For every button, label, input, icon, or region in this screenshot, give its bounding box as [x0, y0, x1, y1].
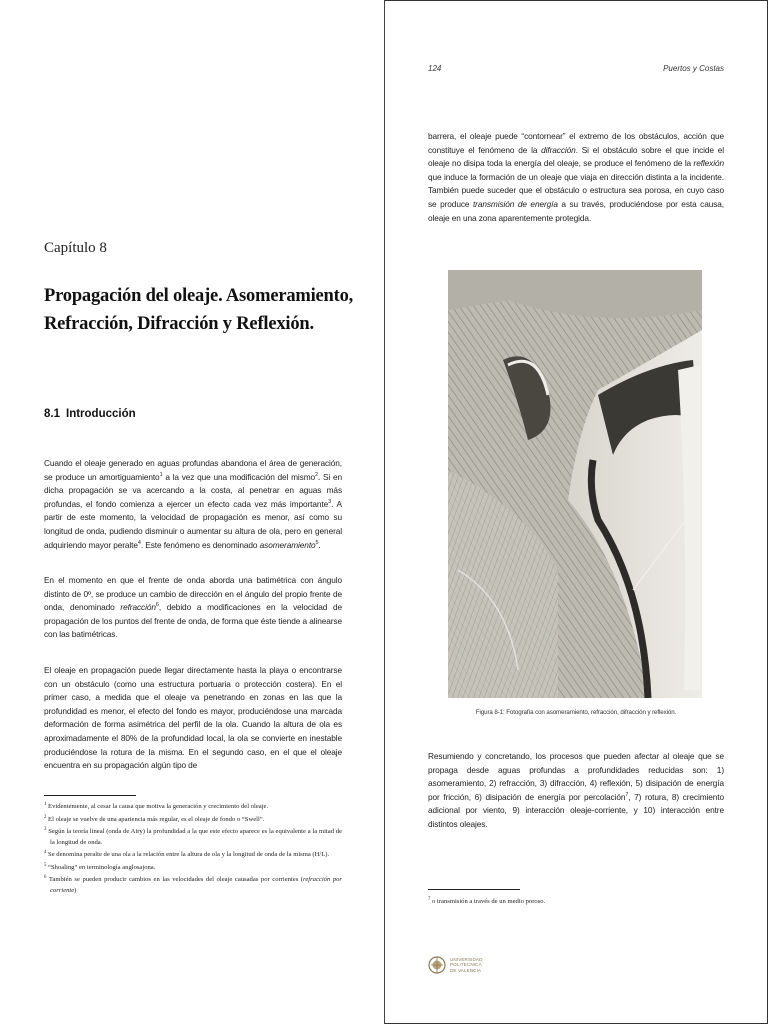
logo-line-2: POLITECNICA: [450, 962, 482, 968]
right-paragraph-1: barrera, el oleaje puede “contornear” el extremo de los obstáculos, acción que constituye el fenómeno de la difracción. Si el obstáculo sobre el que incide el oleaje no disipa toda la energía del oleaje, se produce el fenómeno de la reflexión que induce la formación de un oleaje que viaja en dirección distinta a la incidente. También puede suceder que el obstáculo o estructura sea porosa, en cuyo caso se produce transmisión de energía a su través, produciéndose por esta causa, oleaje en una zona aparentemente protegida.: [428, 131, 724, 223]
footnote-5: $^5$ “Shoaling” en terminología anglosajona.: [44, 862, 156, 871]
page-number: 124: [428, 64, 442, 73]
figure-photo: [448, 270, 702, 698]
paragraph-1: Cuando el oleaje generado en aguas profundas abandona el área de generación, se produce un amortiguamiento$^1$ a la vez que una modificación del mismo$^2$. Si en dicha propagación se va acercando a la costa, al penetrar en aguas más profundas, el fondo comienza a ejercer un efecto cada vez más importante$^3$. A partir de este momento, la velocidad de propagación es menor, así como su longitud de onda, pudiendo disminuir o aumentar su altura de ola, pero en general adquiriendo mayor peralte$^4$. Este fenómeno es denominado asomeramiento$^5$.: [44, 458, 342, 550]
footnote-7: $^7$ o transmisión a través de un medio poroso.: [428, 897, 546, 906]
logo-line-1: UNIVERSIDAD: [450, 956, 483, 962]
aerial-photo-image: [448, 270, 702, 698]
figure-caption: Figura 8-1: Fotografía con asomeramiento, refracción, difracción y reflexión.: [475, 709, 677, 716]
footnote-1: $^1$ Evidentemente, al cesar la causa que motiva la generación y crecimiento del oleaje.: [44, 802, 269, 811]
footnote-rule-right: [428, 889, 520, 890]
running-title: Puertos y Costas: [663, 64, 724, 73]
chapter-title: Propagación del oleaje. Asomeramiento, Refracción, Difracción y Reflexión.: [44, 286, 354, 334]
section-number: 8.1: [44, 408, 60, 420]
logo-line-3: DE VALENCIA: [450, 967, 482, 973]
footnote-2: $^2$ El oleaje se vuelve de una apariencia más regular, es el oleaje de fondo o “Swell”.: [44, 814, 265, 823]
university-logo: [428, 950, 483, 980]
university-seal-icon: [428, 954, 446, 976]
university-logo-text: [450, 957, 483, 973]
paragraph-2: En el momento en que el frente de onda aborda una batimétrica con ángulo distinto de 0º, se produce un cambio de dirección en el ángulo del propio frente de onda, denominado refracción$^6$, debido a modificaciones en la velocidad de propagación de los puntos del frente de onda, de forma que éste tiende a alinearse con las batimétricas.: [44, 575, 343, 640]
paragraph-3: El oleaje en propagación puede llegar directamente hasta la playa o encontrarse con un obstáculo (como una estructura portuaria o protección costera). En el primer caso, a medida que el oleaje va penetrando en zonas en las que la profundidad es menor, el efecto del fondo es mayor, produciéndose una marcada deformación de forma asimétrica del perfil de la ola. Cuando la altura de ola es aproximadamente el 80% de la profundidad local, la ola se convierte en inestable produciéndose la rotura de la misma. En el segundo caso, en el que el oleaje encuentra en su propagación algún tipo de: [44, 665, 342, 771]
footnote-6: $^6$ También se pueden producir cambios en las velocidades del oleaje causadas por corrientes (refracción por corriente): [44, 875, 342, 894]
footnote-3: $^3$ Según la teoría lineal (onda de Airy) la profundidad a la que este efecto aparece es la equivalente a la mitad de la longitud de onda.: [44, 827, 342, 846]
section-title: Introducción: [66, 408, 136, 420]
chapter-label: Capítulo 8: [44, 240, 107, 256]
right-paragraph-2: Resumiendo y concretando, los procesos que pueden afectar al oleaje que se propaga desde aguas profundas a profundidades reducidas son: 1) asomeramiento, 2) refracción, 3) difracción, 4) reflexión, 5) disipación de energía por fricción, 6) disipación de energía por percolación$^7$, 7) rotura, 8) crecimiento adicional por viento, 9) interacción oleaje-corriente, y 10) interacción entre distintos oleajes.: [428, 751, 725, 829]
footnote-4: $^4$ Se denomina peralte de una ola a la relación entre la altura de ola y la longitud de onda de la misma (H/L).: [44, 850, 330, 859]
